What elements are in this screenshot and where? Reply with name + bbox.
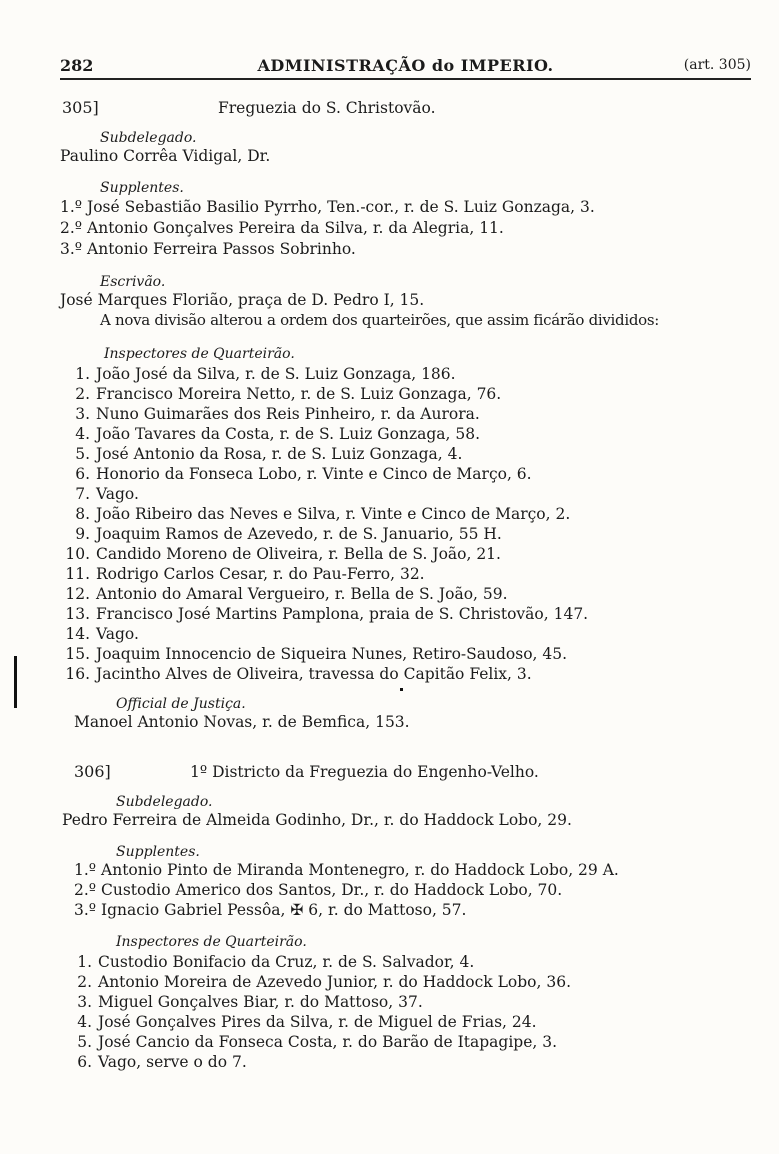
escrivao-label: Escrivão. bbox=[100, 274, 166, 290]
list-item: 9. Joaquim Ramos de Azevedo, r. de S. Januario, 55 H. bbox=[75, 525, 502, 543]
list-item: 12. Antonio do Amaral Vergueiro, r. Bella de S. João, 59. bbox=[65, 585, 508, 603]
subdelegado-name: Pedro Ferreira de Almeida Godinho, Dr., r. do Haddock Lobo, 29. bbox=[62, 811, 572, 829]
page-number: 282 bbox=[60, 56, 94, 75]
list-item: 3. Miguel Gonçalves Biar, r. do Mattoso, 37. bbox=[77, 993, 423, 1011]
list-item: 13. Francisco José Martins Pamplona, praia de S. Christovão, 147. bbox=[65, 605, 589, 623]
section-number: 306] bbox=[74, 762, 111, 781]
supplentes-label: Supplentes. bbox=[100, 180, 184, 196]
list-item: 7. Vago. bbox=[75, 485, 139, 503]
list-item: 5. José Antonio da Rosa, r. de S. Luiz Gonzaga, 4. bbox=[75, 445, 463, 463]
list-item: 2.º Custodio Americo dos Santos, Dr., r. do Haddock Lobo, 70. bbox=[74, 881, 563, 899]
list-item: 16. Jacintho Alves de Oliveira, travessa do Capitão Felix, 3. bbox=[65, 665, 532, 683]
list-item: 1.º José Sebastião Basilio Pyrrho, Ten.-cor., r. de S. Luiz Gonzaga, 3. bbox=[60, 198, 595, 216]
list-item: 4. João Tavares da Costa, r. de S. Luiz Gonzaga, 58. bbox=[75, 425, 481, 443]
list-item: 10. Candido Moreno de Oliveira, r. Bella de S. João, 21. bbox=[65, 545, 501, 563]
list-item: 2. Antonio Moreira de Azevedo Junior, r. do Haddock Lobo, 36. bbox=[77, 973, 572, 991]
escrivao-name: José Marques Florião, praça de D. Pedro I, 15. bbox=[60, 291, 425, 309]
list-item: 8. João Ribeiro das Neves e Silva, r. Vinte e Cinco de Março, 2. bbox=[75, 505, 571, 523]
list-item: 6. Honorio da Fonseca Lobo, r. Vinte e Cinco de Março, 6. bbox=[75, 465, 532, 483]
list-item: 2.º Antonio Gonçalves Pereira da Silva, r. da Alegria, 11. bbox=[60, 219, 504, 237]
article-reference: (art. 305) bbox=[683, 57, 751, 73]
scan-mark bbox=[400, 688, 403, 691]
section-heading: 1º Districto da Freguezia do Engenho-Velho. bbox=[190, 763, 539, 781]
list-item: 14. Vago. bbox=[65, 625, 139, 643]
section-number: 305] bbox=[62, 98, 99, 117]
subdelegado-name: Paulino Corrêa Vidigal, Dr. bbox=[60, 147, 271, 165]
list-item: 1.º Antonio Pinto de Miranda Montenegro, r. do Haddock Lobo, 29 A. bbox=[74, 861, 619, 879]
page-title: ADMINISTRAÇÃO do IMPERIO. bbox=[257, 56, 554, 75]
list-item: 11. Rodrigo Carlos Cesar, r. do Pau-Ferro, 32. bbox=[65, 565, 425, 583]
list-item: 3.º Antonio Ferreira Passos Sobrinho. bbox=[60, 240, 356, 258]
running-header bbox=[60, 56, 751, 80]
inspectores-label: Inspectores de Quarteirão. bbox=[104, 346, 295, 362]
list-item: 3. Nuno Guimarães dos Reis Pinheiro, r. da Aurora. bbox=[75, 405, 480, 423]
list-item: 6. Vago, serve o do 7. bbox=[77, 1053, 247, 1071]
list-item: 5. José Cancio da Fonseca Costa, r. do Barão de Itapagipe, 3. bbox=[77, 1033, 558, 1051]
division-note: A nova divisão alterou a ordem dos quarteirões, que assim ficárão divididos: bbox=[100, 311, 660, 329]
list-item: 2. Francisco Moreira Netto, r. de S. Luiz Gonzaga, 76. bbox=[75, 385, 502, 403]
scan-mark bbox=[14, 656, 17, 708]
official-label: Official de Justiça. bbox=[116, 696, 246, 712]
section-heading: Freguezia do S. Christovão. bbox=[218, 99, 436, 117]
inspectores-label: Inspectores de Quarteirão. bbox=[116, 934, 307, 950]
official-name: Manoel Antonio Novas, r. de Bemfica, 153. bbox=[74, 713, 410, 731]
supplentes-label: Supplentes. bbox=[116, 844, 200, 860]
list-item: 3.º Ignacio Gabriel Pessôa, ✠ 6, r. do Mattoso, 57. bbox=[74, 901, 467, 919]
subdelegado-label: Subdelegado. bbox=[116, 794, 213, 810]
list-item: 1. Custodio Bonifacio da Cruz, r. de S. Salvador, 4. bbox=[77, 953, 475, 971]
list-item: 1. João José da Silva, r. de S. Luiz Gonzaga, 186. bbox=[75, 365, 456, 383]
list-item: 15. Joaquim Innocencio de Siqueira Nunes, Retiro-Saudoso, 45. bbox=[65, 645, 568, 663]
subdelegado-label: Subdelegado. bbox=[100, 130, 197, 146]
list-item: 4. José Gonçalves Pires da Silva, r. de Miguel de Frias, 24. bbox=[77, 1013, 537, 1031]
